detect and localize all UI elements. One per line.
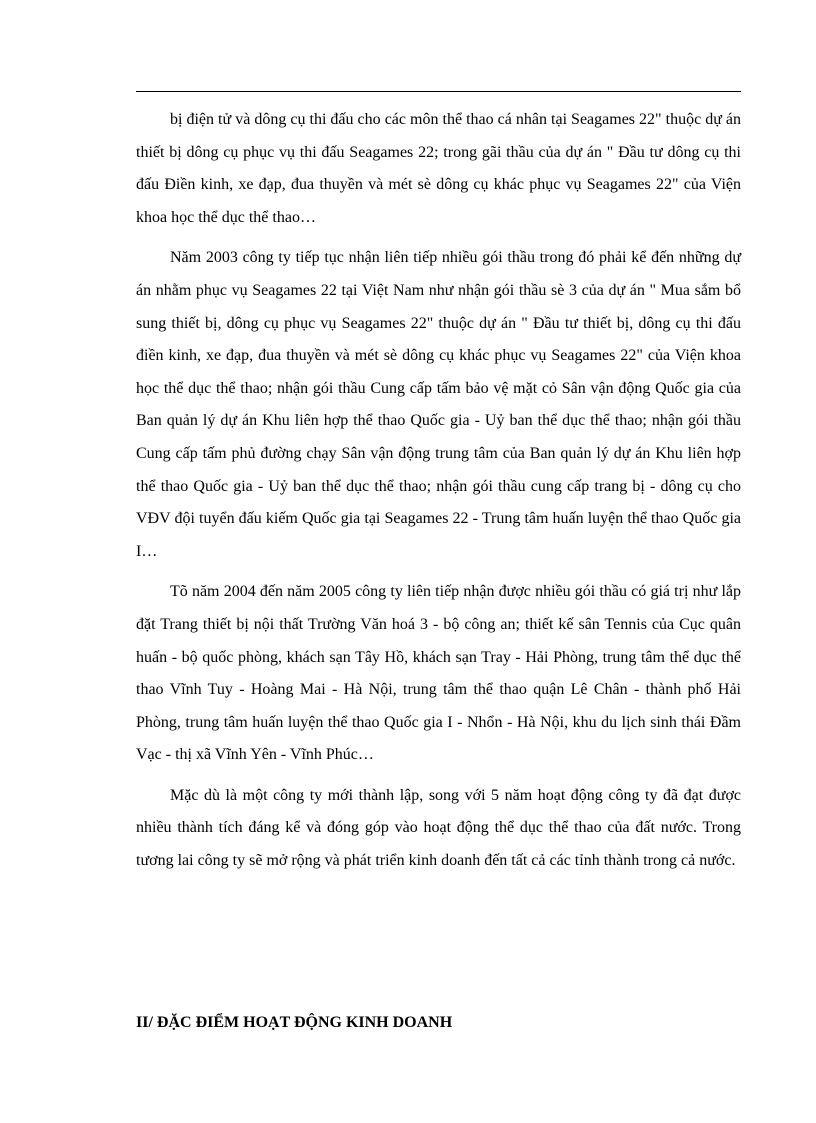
paragraph-2003-contracts: Năm 2003 công ty tiếp tục nhận liên tiếp nhiều gói thầu trong đó phải kể đến những dự án nhằm phục vụ Seagames 22 tại Việt Nam như nhận gói thầu sè 3 của dự án " Mua sắm bổ sung thiết bị, dông cụ phục vụ Seagames 22" thuộc dự án " Đầu tư thiết bị, dông cụ thi đấu điền kinh, xe đạp, đua thuyền và mét sè dông cụ khác phục vụ Seagames 22" của Viện khoa học thể dục thể thao; nhận gói thầu Cung cấp tấm bảo vệ mặt cỏ Sân vận động Quốc gia của Ban quản lý dự án Khu liên hợp thể thao Quốc gia - Uỷ ban thể dục thể thao; nhận gói thầu Cung cấp tấm phủ đường chạy Sân vận động trung tâm của Ban quản lý dự án Khu liên hợp thể thao Quốc gia - Uỷ ban thể dục thể thao; nhận gói thầu cung cấp trang bị - dông cụ cho VĐV đội tuyển đấu kiếm Quốc gia tại Seagames 22 - Trung tâm huấn luyện thể thao Quốc gia I… xyxy=(136,249,741,560)
paragraph-2004-2005-contracts: Tõ năm 2004 đến năm 2005 công ty liên tiếp nhận được nhiều gói thầu có giá trị như lắp đặt Trang thiết bị nội thất Trường Văn hoá 3 - bộ công an; thiết kế sân Tennis của Cục quân huấn - bộ quốc phòng, khách sạn Tây Hồ, khách sạn Tray - Hải Phòng, trung tâm thể dục thể thao Vĩnh Tuy - Hoàng Mai - Hà Nội, trung tâm thể thao quận Lê Chân - thành phố Hải Phòng, trung tâm huấn luyện thể thao Quốc gia I - Nhổn - Hà Nội, khu du lịch sinh thái Đầm Vạc - thị xã Vĩnh Yên - Vĩnh Phúc… xyxy=(136,583,741,764)
section-heading: II/ ĐẶC ĐIỂM HOẠT ĐỘNG KINH DOANH xyxy=(136,1014,453,1031)
paragraph-company-outlook: Mặc dù là một công ty mới thành lập, song với 5 năm hoạt động công ty đã đạt được nhiều thành tích đáng kể và đóng góp vào hoạt động thể dục thể thao của đất nước. Trong tương lai công ty sẽ mở rộng và phát triển kinh doanh đến tất cả các tỉnh thành trong cả nước. xyxy=(136,786,741,870)
header-rule xyxy=(136,91,741,92)
paragraph-continuation: bị điện tử và dông cụ thi đấu cho các môn thể thao cá nhân tại Seagames 22" thuộc dự án thiết bị dông cụ phục vụ thi đấu Seagames 22; trong gãi thầu của dự án " Đầu tư dông cụ thi đấu Điền kinh, xe đạp, đua thuyền và mét sè dông cụ khác phục vụ Seagames 22" của Viện khoa học thể dục thể thao… xyxy=(136,111,741,226)
body-text xyxy=(136,104,741,886)
